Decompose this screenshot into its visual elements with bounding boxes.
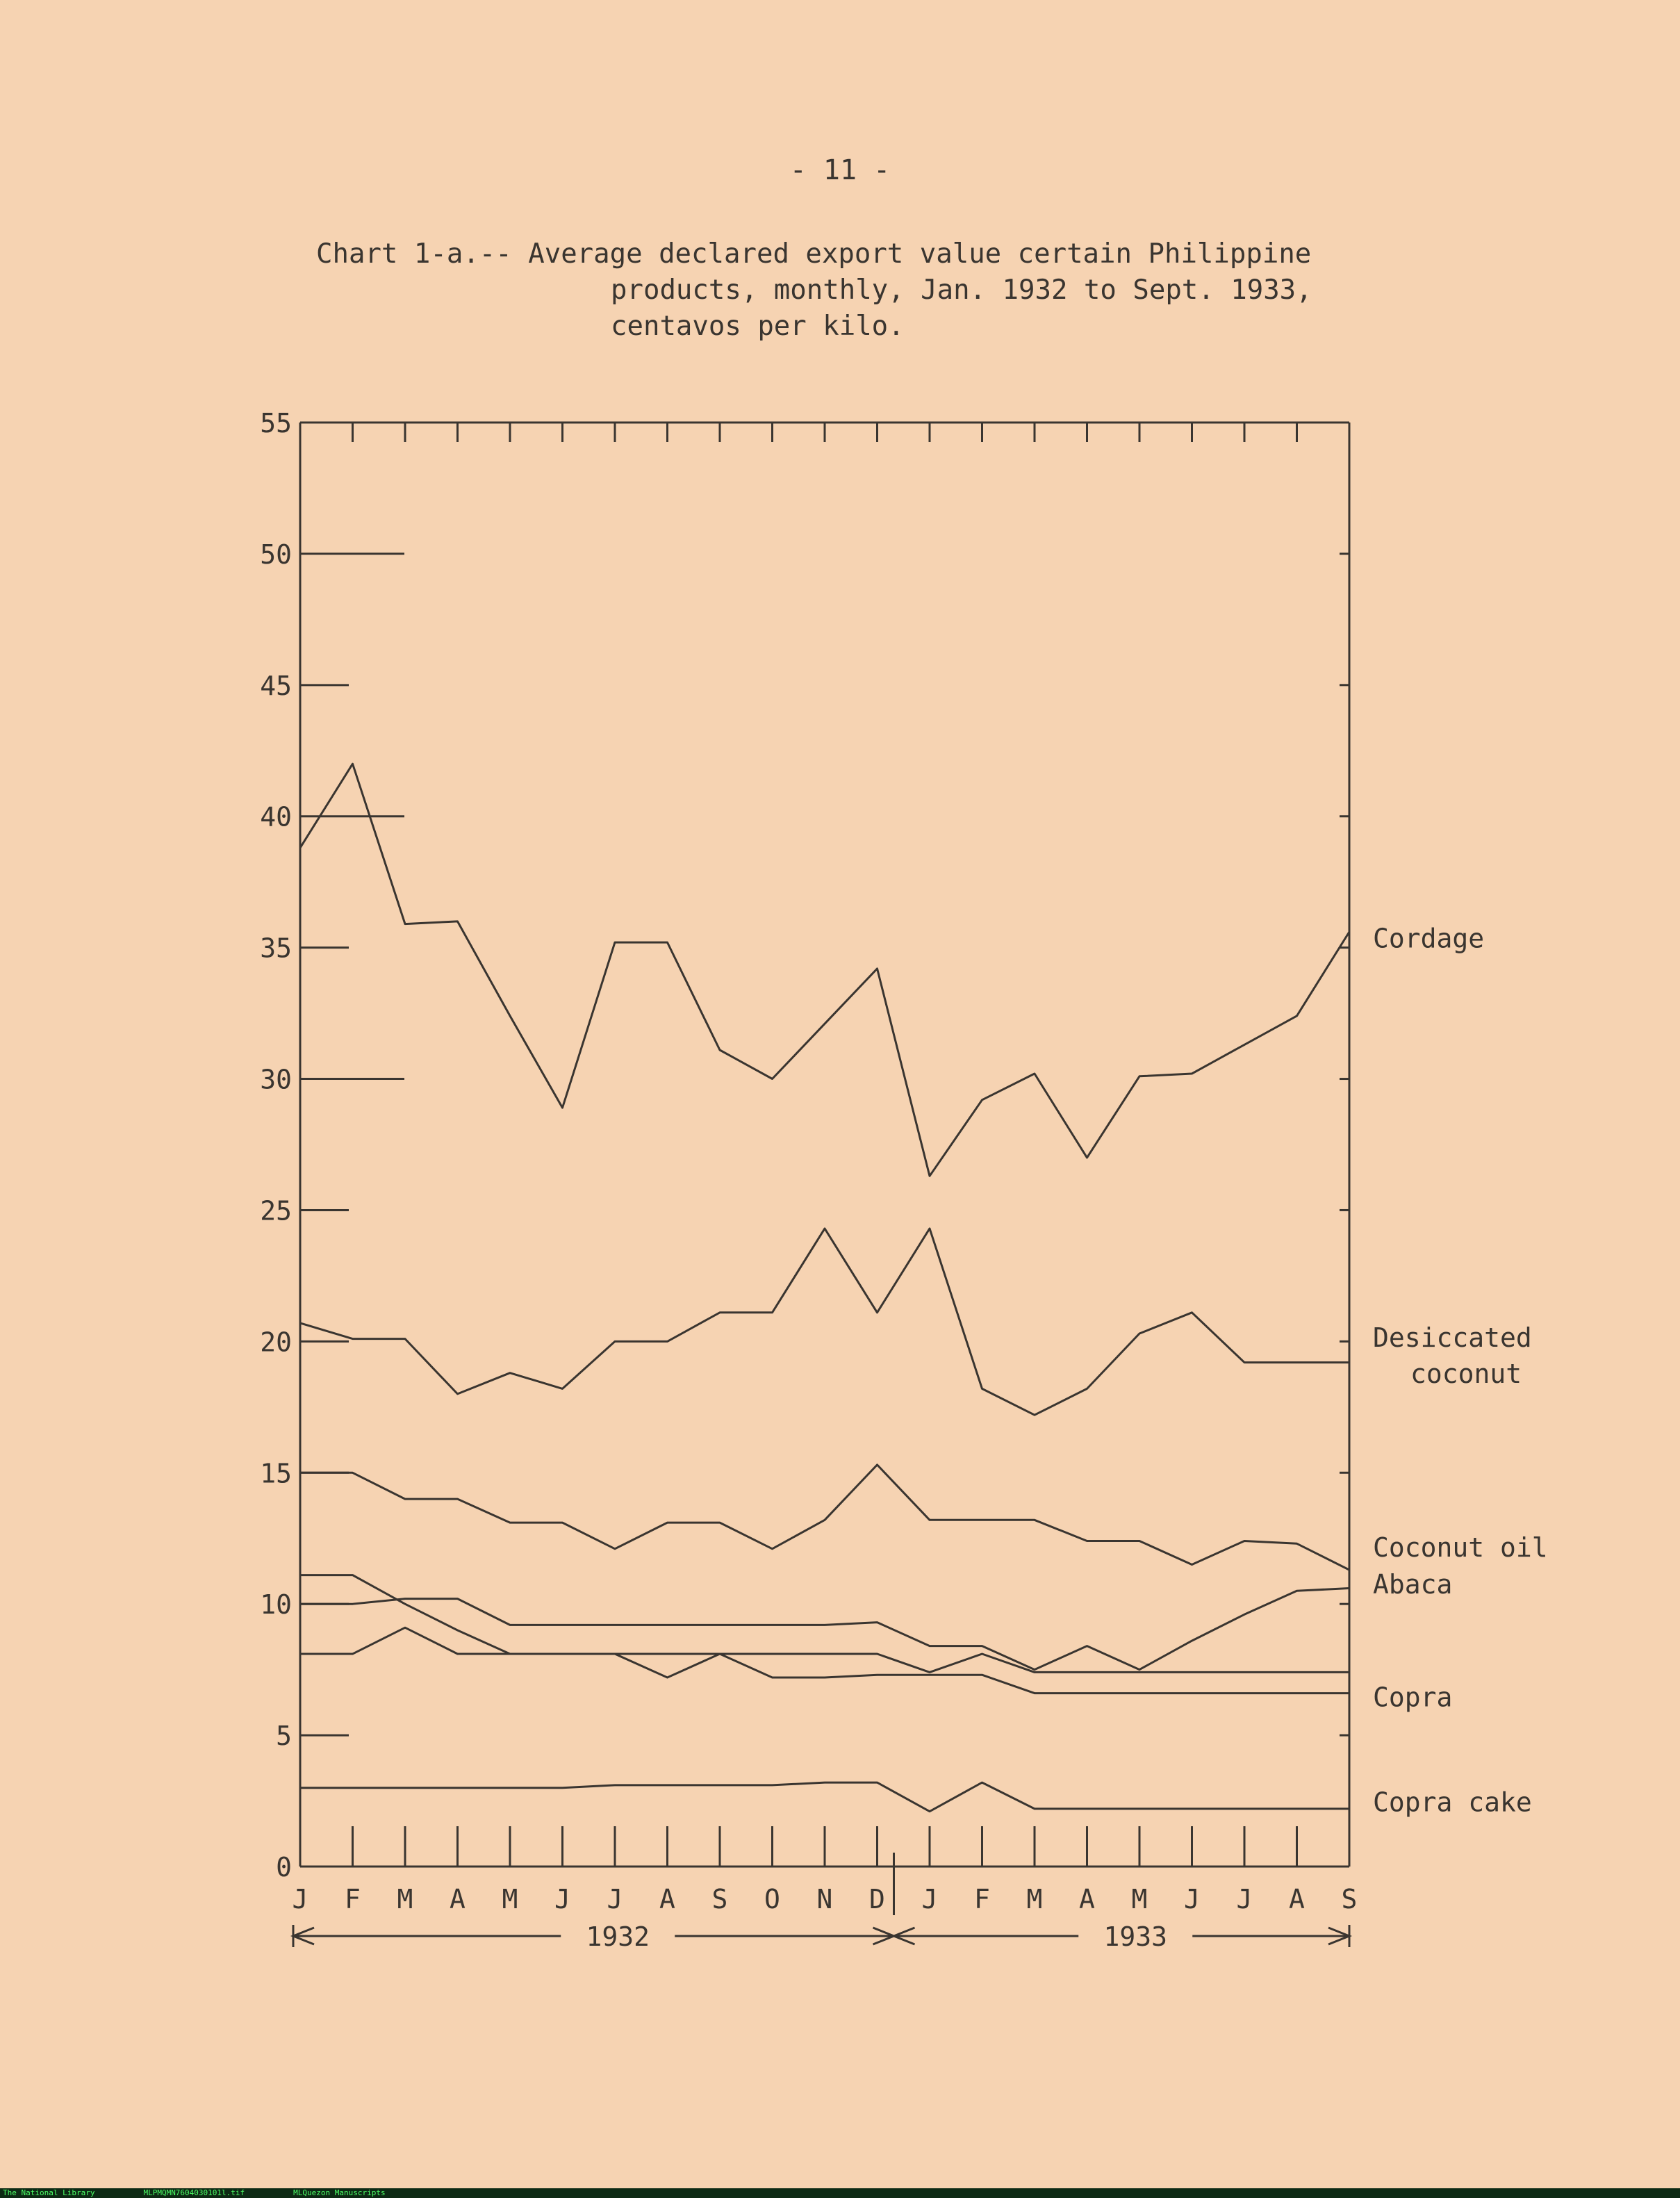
caption-line-2: products, monthly, Jan. 1932 to Sept. 1933, [611,274,1312,306]
series-labels [1373,924,1548,1818]
y-tick-label: 20 [260,1327,292,1358]
y-tick-label: 5 [276,1721,292,1752]
series-label: Coconut oil [1373,1532,1548,1564]
caption-line-3: centavos per kilo. [611,311,905,342]
series-label: coconut [1410,1358,1522,1389]
x-tick-label: F [345,1884,361,1914]
series-line [300,1465,1349,1570]
x-tick-label: J [292,1884,308,1914]
x-tick-label: A [450,1884,466,1914]
x-tick-label: S [711,1884,728,1914]
year-label: 1932 [586,1921,650,1952]
series-line [300,1782,1349,1812]
y-tick-label: 0 [276,1852,292,1883]
y-tick-label: 45 [260,670,292,701]
series-label: Copra cake [1373,1787,1532,1818]
x-tick-label: J [1236,1884,1253,1914]
x-tick-label: J [921,1884,938,1914]
footer-right: MLQuezon Manuscripts [293,2188,386,2197]
x-tick-label: A [1079,1884,1095,1914]
series-label: Copra [1373,1682,1453,1713]
footer-left: The National Library [3,2188,95,2197]
x-axis [293,423,1358,1915]
x-tick-label: N [816,1884,833,1914]
x-tick-label: J [1184,1884,1200,1914]
y-tick-label: 15 [260,1458,292,1489]
x-tick-label: D [869,1884,885,1914]
y-tick-label: 25 [260,1195,292,1227]
x-tick-label: M [502,1884,518,1914]
y-tick-label: 55 [260,408,292,438]
x-tick-label: J [607,1884,623,1914]
series-label: Abaca [1373,1569,1453,1600]
series-lines [300,764,1349,1812]
y-tick-label: 30 [260,1064,292,1095]
series-line [300,1575,1349,1693]
y-tick-label: 40 [260,801,292,833]
series-label: Cordage [1373,923,1485,954]
page-number: - 11 - [789,154,891,186]
x-tick-label: A [1289,1884,1305,1914]
caption-line-1: Chart 1-a.-- Average declared export value certain Philippine [316,238,1312,270]
series-line [300,764,1349,1176]
series-line [300,1589,1349,1670]
year-axis [293,1918,1349,1954]
x-tick-label: F [974,1884,990,1914]
y-tick-label: 10 [260,1589,292,1621]
series-line [300,1229,1349,1415]
x-tick-label: J [554,1884,570,1914]
y-axis [260,408,1349,1883]
x-tick-label: M [397,1884,413,1914]
y-tick-label: 35 [260,933,292,964]
archive-footer [0,2188,1680,2198]
chart-frame [300,423,1349,1867]
series-label: Desiccated [1373,1322,1532,1353]
x-tick-label: M [1026,1884,1043,1914]
x-tick-label: M [1131,1884,1148,1914]
x-tick-label: O [764,1884,780,1914]
year-label: 1933 [1103,1921,1168,1952]
y-tick-label: 50 [260,539,292,570]
footer-middle: MLPMQMN7604030101l.tif [143,2188,245,2197]
x-tick-label: S [1341,1884,1358,1914]
x-tick-label: A [659,1884,675,1914]
series-line [300,1627,1349,1672]
